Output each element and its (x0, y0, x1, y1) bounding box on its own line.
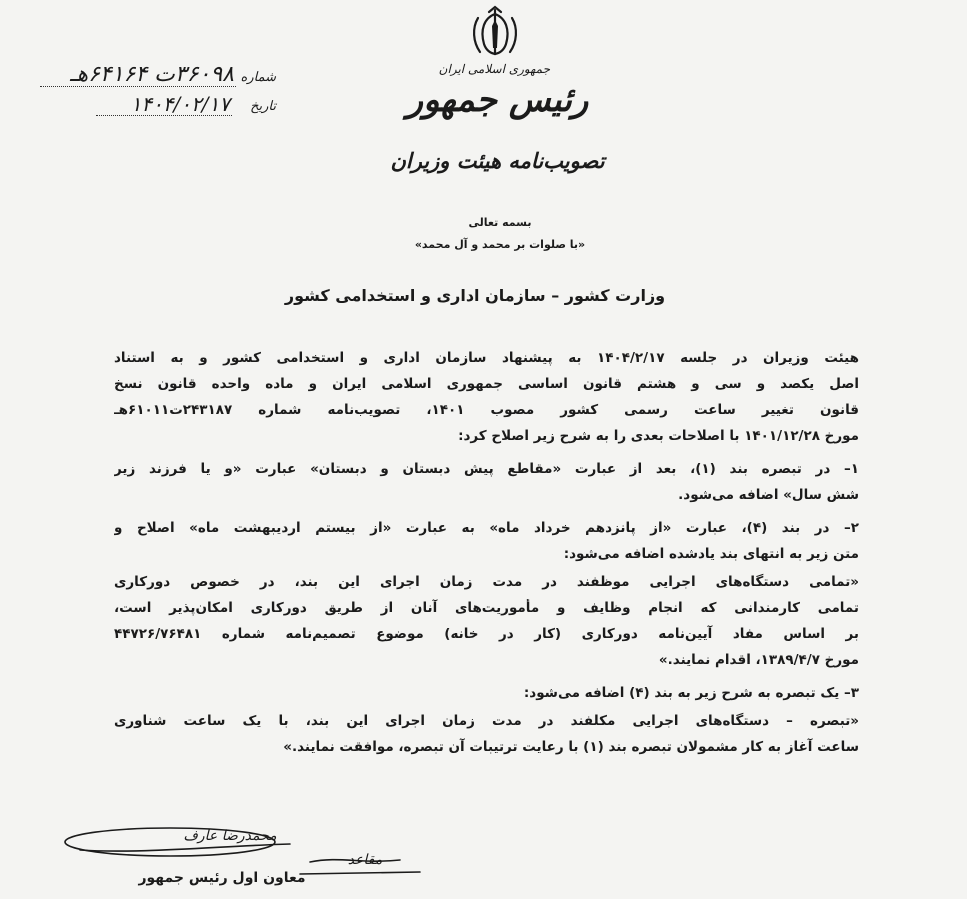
signatory-name: محمدرضا عارف (183, 828, 277, 844)
body-line: ۲– در بند (۴)، عبارت «از پانزدهم خرداد ماه» به عبارت «از بیستم اردیبهشت ماه» اصلاح و (114, 520, 859, 536)
number-label: شماره (240, 70, 276, 85)
body-line: قانون تغییر ساعت رسمی کشور مصوب ۱۴۰۱، تصویب‌نامه شماره ۲۴۳۱۸۷ت۶۱۰۱۱هـ (114, 402, 859, 418)
body-line: مورخ ۱۴۰۱/۱۲/۲۸ با اصلاحات بعدی را به شرح زیر اصلاح کرد: (458, 428, 859, 444)
date-value: ۱۴۰۴/۰۲/۱۷ (130, 92, 230, 116)
body-line: اصل یکصد و سی و هشتم قانون اساسی جمهوری اسلامی ایران و ماده واحده قانون نسخ (114, 376, 859, 392)
republic-label: جمهوری اسلامی ایران (438, 62, 550, 76)
body-line: مورخ ۱۳۸۹/۴/۷، اقدام نمایند.» (658, 652, 859, 668)
iran-emblem-icon (466, 4, 524, 62)
body-line: ۱– در تبصره بند (۱)، بعد از عبارت «مقاطع پیش دبستان و دبستان» عبارت «و یا فرزند زیر (114, 461, 859, 477)
body-line: ۳– یک تبصره به شرح زیر به بند (۴) اضافه می‌شود: (523, 685, 859, 701)
body-line: متن زیر به انتهای بند یادشده اضافه می‌شود: (563, 546, 859, 562)
recipient-heading: وزارت کشور – سازمان اداری و استخدامی کشور (284, 286, 666, 305)
number-value: ۳۶۰۹۸ت ۶۴۱۶۴هـ (70, 62, 234, 87)
president-title: رئیس جمهور (406, 80, 589, 120)
signatory-title: معاون اول رئیس جمهور (138, 870, 306, 886)
body-line: شش سال» اضافه می‌شود. (678, 487, 859, 503)
date-underline (96, 115, 232, 116)
body-line: «تمامی دستگاه‌های اجرایی موظفند در مدت زمان اجرای این بند، در خصوص دورکاری (114, 574, 859, 590)
bismillah: بسمه تعالی (468, 216, 532, 229)
signature-scrawl: مقاعد (347, 852, 383, 868)
document-type-title: تصویب‌نامه هیئت وزیران (390, 148, 605, 173)
body-line: ساعت آغاز به کار مشمولان تبصره بند (۱) با رعایت ترتیبات آن تبصره، موافقت نمایند.» (283, 739, 859, 755)
body-line: «تبصره – دستگاه‌های اجرایی مکلفند در مدت زمان اجرای این بند، با یک ساعت شناوری (114, 713, 859, 729)
salawat: «با صلوات بر محمد و آل محمد» (414, 238, 586, 251)
body-line: بر اساس مفاد آیین‌نامه دورکاری (کار در خانه) موضوع تصمیم‌نامه شماره ۴۴۷۲۶/۷۶۴۸۱ (114, 626, 859, 642)
body-line: هیئت وزیران در جلسه ۱۴۰۴/۲/۱۷ به پیشنهاد سازمان اداری و استخدامی کشور و به استناد (114, 350, 859, 366)
date-label: تاریخ (250, 99, 276, 114)
body-line: تمامی کارمندانی که انجام وظایف و مأموریت‌های آنان از طریق دورکاری امکان‌پذیر است، (114, 600, 859, 616)
number-underline (40, 86, 236, 87)
